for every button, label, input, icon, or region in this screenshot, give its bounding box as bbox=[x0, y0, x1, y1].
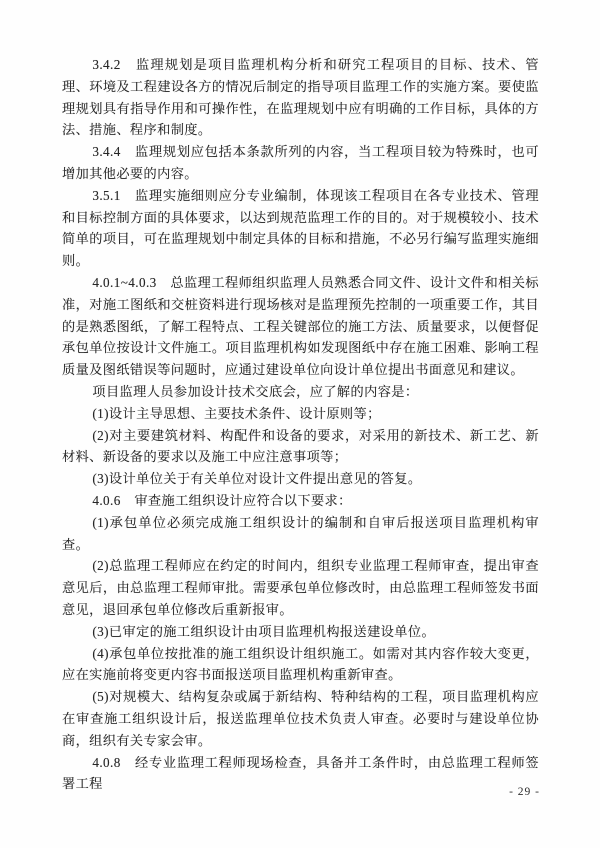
review-requirement-item-5: (5)对规模大、结构复杂或属于新结构、特种结构的工程，项目监理机构应在审查施工组织设计后，报送监理单位技术负责人审查。必要时与建设单位协商，组织有关专家会审。 bbox=[62, 689, 539, 748]
paragraph-4-0-6: 4.0.6 审查施工组织设计应符合以下要求： bbox=[92, 492, 352, 508]
paragraph-4-0-8: 4.0.8 经专业监理工程师现场检查，具备并工条件时，由总监理工程师签署工程 bbox=[62, 754, 539, 792]
review-requirement-item-4: (4)承包单位按批准的施工组织设计组织施工。如需对其内容作较大变更，应在实施前将变更内容书面报送项目监理机构重新审查。 bbox=[62, 645, 539, 683]
review-requirement-item-3: (3)已审定的施工组织设计由项目监理机构报送建设单位。 bbox=[92, 623, 436, 639]
paragraph-3-4-2: 3.4.2 监理规划是项目监理机构分析和研究工程项目的目标、技术、管理、环境及工程建设各方的情况后制定的指导项目监理工作的实施方案。要使监理规划具有指导作用和可操作性，在监理规划中应有明确的工作目标，具体的方法、措施、程序和制度。 bbox=[62, 57, 539, 138]
design-briefing-item-1: (1)设计主导思想、主要技术条件、设计原则等； bbox=[92, 405, 381, 421]
design-briefing-item-3: (3)设计单位关于有关单位对设计文件提出意见的答复。 bbox=[92, 471, 422, 487]
paragraph-4-0-1-to-4-0-3: 4.0.1~4.0.3 总监理工程师组织监理人员熟悉合同文件、设计文件和相关标准，对施工图纸和交桩资料进行现场核对是监理预先控制的一项重要工作，其目的是熟悉图纸，了解工程特点、工程关键部位的施工方法、质量要求，以便督促承包单位按设计文件施工。项目监理机构如发现图纸中存在施工困难、影响工程质量及图纸错误等问题时，应通过建设单位向设计单位提出书面意见和建议。 bbox=[62, 274, 539, 378]
design-briefing-item-2: (2)对主要建筑材料、构配件和设备的要求，对采用的新技术、新工艺、新材料、新设备的要求以及施工中应注意事项等； bbox=[62, 427, 539, 465]
paragraph-3-4-4: 3.4.4 监理规划应包括本条款所列的内容，当工程项目较为特殊时，也可增加其他必要的内容。 bbox=[62, 144, 539, 181]
paragraph-design-briefing-intro: 项目监理人员参加设计技术交底会，应了解的内容是： bbox=[92, 383, 419, 399]
paragraph-3-5-1: 3.5.1 监理实施细则应分专业编制，体现该工程项目在各专业技术、管理和目标控制方面的具体要求，以达到规范监理工作的目的。对于规模较小、技术简单的项目，可在监理规划中制定具体的目标和措施，不必另行编写监理实施细则。 bbox=[62, 187, 539, 269]
document-body bbox=[62, 54, 539, 795]
review-requirement-item-2: (2)总监理工程师应在约定的时间内，组织专业监理工程师审查，提出审查意见后，由总监理工程师审批。需要承包单位修改时，由总监理工程师签发书面意见，退回承包单位修改后重新报审。 bbox=[62, 558, 539, 617]
page-number: - 29 - bbox=[509, 786, 540, 798]
review-requirement-item-1: (1)承包单位必须完成施工组织设计的编制和自审后报送项目监理机构审查。 bbox=[62, 514, 539, 552]
